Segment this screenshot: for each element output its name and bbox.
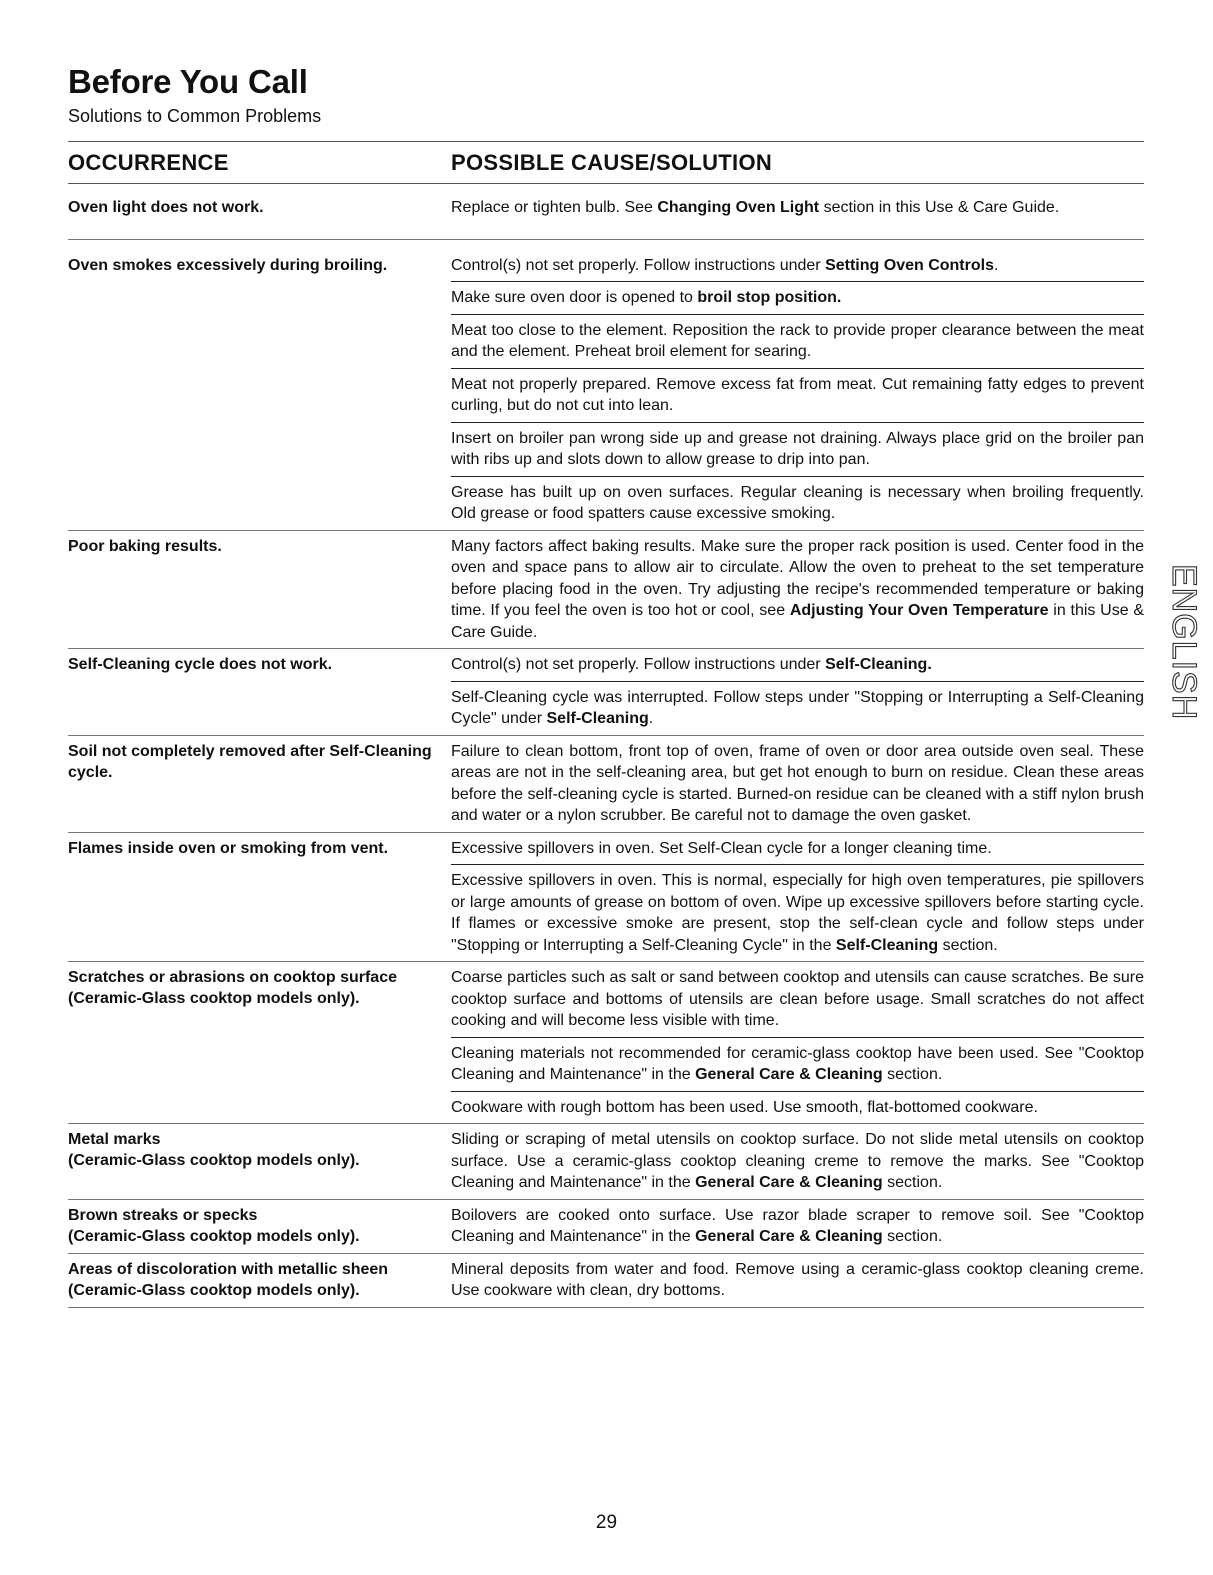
solution-text: Excessive spillovers in oven. This is normal, especially for high oven temperatures, pie spillovers or large amounts of grease on bottom of oven. Wipe up excessive spillovers before starting cycle. If flames or excessive smoke are present, stop the self-clean cycle and follow steps under "Stopping or Interrupting a Self-Cleaning Cycle" in the [451,872,1144,954]
occurrence-text: (Ceramic-Glass cooktop models only). [68,1281,360,1299]
solution-cell [451,833,1144,962]
occurrence-text: Oven light does not work. [68,199,264,216]
solution-text: Coarse particles such as salt or sand between cooktop and utensils can cause scratches. Be sure cooktop surface and bottoms of utensils are clean before usage. Small scratches do not affect cooking and will become less visible with time. [451,969,1144,1029]
solution-item [451,681,1144,735]
solution-item [451,1091,1144,1124]
occurrence-text: Soil not completely removed after Self-Cleaning cycle. [68,742,432,781]
occurrence-text: Oven smokes excessively during broiling. [68,256,388,274]
solution-text: Control(s) not set properly. Follow instructions under [451,656,826,673]
occurrence-text: (Ceramic-Glass cooktop models only). [68,1152,360,1169]
table-row [68,962,1144,1124]
occurrence-text: Scratches or abrasions on cooktop surface [68,969,397,986]
occurrence-cell [68,1254,451,1307]
occurrence-cell [68,1200,451,1253]
solution-text: Insert on broiler pan wrong side up and grease not draining. Always place grid on the broiler pan with ribs up and slots down to allow grease to drip into pan. [451,429,1144,468]
occurrence-cell [68,192,451,239]
solution-text: section. [938,936,998,954]
cross-reference-text: Self-Cleaning [546,710,649,727]
occurrence-text: Brown streaks or specks [68,1206,258,1224]
solution-cell [451,250,1144,530]
page-number: 29 [595,1512,618,1533]
solution-item [451,422,1144,476]
solution-text: section in this Use & Care Guide. [819,199,1060,216]
solution-column-header: POSSIBLE CAUSE/SOLUTION [451,150,773,175]
cross-reference-text: Self-Cleaning [835,936,939,954]
solution-item [451,368,1144,422]
solution-text: Many factors affect baking results. Make sure the proper rack position is used. Center food in the oven and space pans to allow air to circulate. Allow the oven to preheat to the set temperature before placing food in the oven. Try adjusting the recipe's recommended temperature or baking time. If you feel the oven is too hot or cool, see [451,537,1144,619]
occurrence-text: Poor baking results. [68,537,222,555]
solution-text: Failure to clean bottom, front top of oven, frame of oven or door area outside oven seal. These areas are not in the self-cleaning area, but get hot enough to burn on residue. Clean these areas before the self-cleaning cycle is started. Burned-on residue can be cleaned with a stiff nylon brush and water or a nylon scrubber. Be careful not to damage the oven gasket. [451,742,1144,824]
solution-item [451,736,1144,832]
solution-item [451,250,1144,282]
solution-item [451,314,1144,368]
solution-item [451,192,1144,239]
solution-item [451,833,1144,865]
solution-item [451,962,1144,1037]
solution-text: . [648,710,654,727]
language-tab-label [1163,562,1203,721]
table-row [68,736,1144,833]
table-row [68,649,1144,736]
occurrence-cell [68,962,451,1123]
troubleshooting-table [68,184,1144,1308]
table-row [68,531,1144,650]
solution-text: Mineral deposits from water and food. Remove using a ceramic-glass cooktop cleaning creme. Use cookware with clean, dry bottoms. [451,1260,1144,1299]
solution-text: Self-Cleaning cycle was interrupted. Follow steps under "Stopping or Interrupting a Self-Cleaning Cycle" under [451,688,1144,727]
solution-cell [451,1200,1144,1253]
cross-reference-text: General Care & Cleaning [695,1066,883,1083]
table-row [68,833,1144,963]
solution-text: . [993,256,999,274]
language-side-tab [1163,562,1203,721]
solution-cell [451,1124,1144,1199]
page-title: Before You Call [68,63,308,100]
cross-reference-text: Adjusting Your Oven Temperature [789,602,1049,619]
cross-reference-text: General Care & Cleaning [695,1228,883,1245]
solution-text: Meat not properly prepared. Remove excess fat from meat. Cut remaining fatty edges to prevent curling, but do not cut into lean. [451,375,1144,414]
occurrence-cell [68,833,451,962]
table-row [68,240,1144,531]
occurrence-cell [68,250,451,530]
occurrence-cell [68,531,451,649]
occurrence-text: Metal marks [68,1131,161,1148]
solution-item [451,1037,1144,1091]
solution-text: Boilovers are cooked onto surface. Use razor blade scraper to remove soil. See "Cooktop Cleaning and Maintenance" in the [451,1206,1144,1245]
solution-cell [451,531,1144,649]
cross-reference-text: Changing Oven Light [657,199,820,216]
cross-reference-text: broil stop position. [697,289,842,306]
occurrence-text: (Ceramic-Glass cooktop models only). [68,990,360,1007]
occurrence-cell [68,736,451,832]
solution-item [451,281,1144,314]
table-row [68,1200,1144,1254]
solution-cell [451,192,1144,239]
solution-text: section. [882,1228,943,1245]
solution-text: section. [882,1174,943,1191]
occurrence-text: Areas of discoloration with metallic sheen [68,1260,389,1278]
solution-text: Grease has built up on oven surfaces. Regular cleaning is necessary when broiling frequently. Old grease or food spatters cause excessive smoking. [451,483,1144,522]
solution-text: Replace or tighten bulb. See [451,199,658,216]
solution-item [451,1200,1144,1253]
solution-text: Meat too close to the element. Reposition the rack to provide proper clearance between the meat and the element. Preheat broil element for searing. [451,321,1144,360]
solution-item [451,649,1144,681]
solution-text: Control(s) not set properly. Follow instructions under [451,256,826,274]
occurrence-text: Flames inside oven or smoking from vent. [68,839,389,857]
occurrence-text: Self-Cleaning cycle does not work. [68,656,333,673]
solution-item [451,1254,1144,1307]
occurrence-cell [68,649,451,735]
svg-text:ENGLISH: ENGLISH [1165,564,1203,721]
solution-cell [451,962,1144,1123]
top-divider [68,141,1144,142]
solution-text: Sliding or scraping of metal utensils on cooktop surface. Do not slide metal utensils on cooktop surface. Use a ceramic-glass cooktop cleaning creme to remove the marks. See "Cooktop Cleaning and Maintenance" in the [451,1131,1144,1191]
table-row [68,1124,1144,1200]
table-row [68,184,1144,240]
solution-cell [451,736,1144,832]
occurrence-text: (Ceramic-Glass cooktop models only). [68,1227,360,1245]
solution-text: in this Use & Care Guide. [451,602,1145,641]
solution-text: Cleaning materials not recommended for ceramic-glass cooktop have been used. See "Cooktop Cleaning and Maintenance" in the [451,1044,1144,1083]
solution-cell [451,1254,1144,1307]
solution-item [451,476,1144,530]
page-subtitle: Solutions to Common Problems [68,106,322,126]
solution-text: Excessive spillovers in oven. Set Self-Clean cycle for a longer cleaning time. [451,839,992,857]
cross-reference-text: General Care & Cleaning [695,1174,883,1191]
table-row [68,1254,1144,1308]
cross-reference-text: Self-Cleaning. [825,656,932,673]
solution-item [451,864,1144,961]
occurrence-column-header: OCCURRENCE [68,150,229,175]
solution-text: Make sure oven door is opened to [451,289,698,306]
cross-reference-text: Setting Oven Controls [825,256,994,274]
solution-item [451,531,1144,649]
occurrence-cell [68,1124,451,1199]
solution-text: Cookware with rough bottom has been used. Use smooth, flat-bottomed cookware. [451,1098,1038,1116]
solution-text: section. [882,1066,943,1083]
solution-item [451,1124,1144,1199]
solution-cell [451,649,1144,735]
